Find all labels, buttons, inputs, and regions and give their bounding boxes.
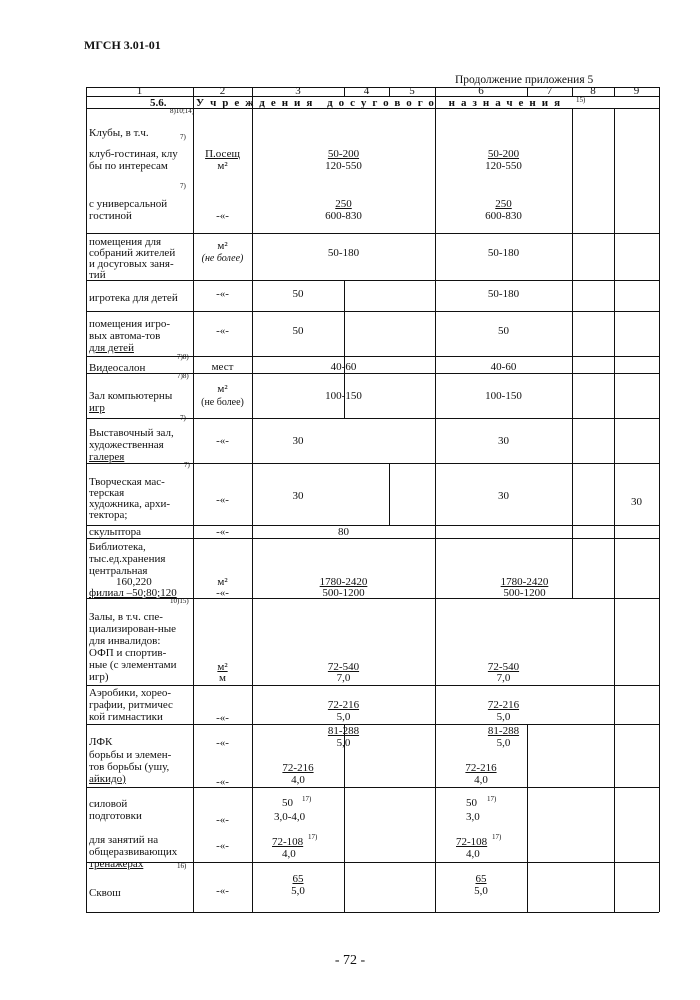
col-header-7: 7 — [546, 85, 553, 97]
slot-unit: -«- — [216, 325, 229, 337]
trainers-col6-2: 4,0 — [466, 848, 480, 860]
club-hall-name-1: клуб-гостиная, клу — [89, 148, 178, 160]
library-name-2: тыс.ед.хранения — [89, 553, 166, 565]
lfk-col3-1: 81-288 — [327, 725, 360, 737]
col-header-3: 3 — [295, 85, 301, 97]
game-room-col6: 50-180 — [487, 288, 520, 300]
aerobics-col3-2: 5,0 — [336, 711, 351, 723]
club-hall-name-2: бы по интересам — [89, 160, 168, 172]
page-number: - 72 - — [334, 953, 366, 968]
workshop-name-3: художника, архи- — [89, 498, 171, 510]
game-room-unit: -«- — [216, 288, 229, 300]
library-central-col6: 1780-2420 — [500, 576, 549, 588]
trainers-col3-note: 17) — [308, 833, 318, 841]
squash-name: Сквош — [89, 887, 121, 899]
col-header-6: 6 — [478, 85, 484, 97]
exhibition-col3: 30 — [292, 435, 304, 447]
col-header-4: 4 — [363, 85, 370, 97]
computer-unit-2: (не более) — [201, 397, 244, 408]
exhibition-name-1: Выставочный зал, — [89, 427, 174, 439]
col-header-2: 2 — [219, 85, 226, 97]
col-header-8: 8 — [590, 85, 596, 97]
computer-unit-1: м² — [217, 383, 228, 395]
halls-col6-2: 7,0 — [496, 672, 511, 684]
power-col3-2: 3,0-4,0 — [274, 811, 306, 823]
lfk-col6-1: 81-288 — [487, 725, 520, 737]
exhibition-name-3: галерея — [89, 451, 125, 463]
computer-col3: 100-150 — [325, 390, 362, 402]
aerobics-col6-2: 5,0 — [496, 711, 511, 723]
lfk-col3-2: 5,0 — [336, 737, 351, 749]
aerobics-name-1: Аэробики, хорео- — [89, 687, 172, 699]
col-header-1: 1 — [136, 85, 143, 97]
section-title-note: 15) — [576, 96, 586, 104]
slot-col6: 50 — [498, 325, 509, 337]
slot-name-2: вых автома-тов — [89, 330, 161, 342]
power-col3-note: 17) — [302, 795, 312, 803]
workshop-name-2: терская — [89, 487, 125, 499]
computer-col6: 100-150 — [485, 390, 522, 402]
universal-name-2: гостиной — [89, 210, 132, 222]
sculptor-unit: -«- — [216, 526, 229, 538]
wrestling-name-3: айкидо) — [89, 773, 126, 785]
halls-name-4: ОФП и спортив- — [89, 647, 167, 659]
section-note: 8)10;14) — [170, 107, 195, 115]
lfk-name: ЛФК — [89, 736, 113, 748]
library-branch-col3: 500-1200 — [322, 587, 365, 599]
norms-table — [86, 87, 659, 912]
trainers-name-1: для занятий на — [89, 834, 159, 846]
workshop-name-1: Творческая мас- — [89, 476, 165, 488]
meeting-unit-2: (не более) — [201, 253, 244, 264]
computer-note-top: 7)8) — [177, 372, 189, 380]
universal-col3-2: 600-830 — [325, 210, 362, 222]
universal-col6-2: 600-830 — [485, 210, 522, 222]
video-unit: мест — [211, 361, 234, 373]
trainers-col6-note: 17) — [492, 833, 502, 841]
squash-col3-1: 65 — [292, 873, 304, 885]
video-name: Видеосалон — [89, 362, 146, 374]
wrestling-name-1: борьбы и элемен- — [89, 749, 172, 761]
squash-col6-1: 65 — [475, 873, 487, 885]
exhibition-note: 7) — [184, 461, 190, 469]
club-hall-unit-2: м² — [217, 160, 228, 172]
meeting-col6: 50-180 — [487, 247, 520, 259]
halls-unit-2: м — [219, 672, 226, 684]
section-title: Учреждения досугового назначения — [196, 97, 567, 109]
document-code: МГСН 3.01-01 — [84, 38, 161, 52]
video-note: 7)8) — [177, 353, 189, 361]
universal-col3-1: 250 — [335, 198, 352, 210]
workshop-col9: 30 — [631, 496, 642, 508]
halls-name-2: циализирован-ные — [89, 623, 177, 635]
sculptor-name: скульптора — [89, 526, 142, 538]
video-col6: 40-60 — [490, 361, 517, 373]
club-hall-note: 7) — [180, 182, 186, 190]
meeting-name-2: собраний жителей — [89, 247, 176, 259]
power-name-1: силовой — [89, 798, 128, 810]
universal-unit: -«- — [216, 210, 229, 222]
trainers-col6-1: 72-108 — [456, 836, 488, 848]
trainers-col3-2: 4,0 — [282, 848, 296, 860]
col-header-9: 9 — [633, 85, 640, 97]
library-note: 10)15) — [170, 597, 189, 605]
continuation-label: Продолжение приложения 5 — [455, 74, 594, 86]
power-unit: -«- — [216, 814, 229, 826]
wrestling-col6-1: 72-216 — [465, 762, 497, 774]
power-col3-1: 50 — [282, 797, 293, 809]
halls-col6-1: 72-540 — [487, 661, 520, 673]
clubs-name: Клубы, в т.ч. — [89, 127, 149, 139]
trainers-col3-1: 72-108 — [272, 836, 304, 848]
club-hall-col6-2: 120-550 — [485, 160, 522, 172]
lfk-unit: -«- — [216, 737, 229, 749]
squash-col6-2: 5,0 — [474, 885, 488, 897]
library-name-4: 160,220 — [116, 576, 152, 588]
aerobics-name-2: графии, ритмичес — [89, 699, 173, 711]
exhibition-col6: 30 — [498, 435, 509, 447]
exhibition-name-2: художественная — [89, 439, 164, 451]
squash-note: 16) — [177, 862, 187, 870]
wrestling-col6-2: 4,0 — [474, 774, 488, 786]
power-col6-2: 3,0 — [466, 811, 480, 823]
workshop-col6: 30 — [498, 490, 509, 502]
halls-name-3: для инвалидов: — [89, 635, 161, 647]
computer-name-1: Зал компьютерны — [89, 390, 173, 402]
meeting-name-4: тий — [89, 269, 106, 281]
power-col6-1: 50 — [466, 797, 477, 809]
aerobics-name-3: кой гимнастики — [89, 711, 163, 723]
library-unit-branch: -«- — [216, 587, 229, 599]
wrestling-unit: -«- — [216, 776, 229, 788]
club-hall-col3-1: 50-200 — [327, 148, 360, 160]
universal-name-1: с универсальной — [89, 198, 168, 210]
halls-name-1: Залы, в т.ч. спе- — [89, 611, 163, 623]
wrestling-name-2: тов борьбы (ушу, — [89, 761, 170, 773]
col-header-5: 5 — [409, 85, 415, 97]
clubs-note: 7) — [180, 133, 186, 141]
club-hall-col3-2: 120-550 — [325, 160, 362, 172]
sculptor-col3: 80 — [338, 526, 349, 538]
meeting-name-3: и досуговых заня- — [89, 258, 174, 270]
workshop-col3: 30 — [292, 490, 304, 502]
trainers-name-2: общеразвивающих — [89, 846, 178, 858]
trainers-unit: -«- — [216, 840, 229, 852]
workshop-unit: -«- — [216, 494, 229, 506]
aerobics-col6-1: 72-216 — [487, 699, 520, 711]
squash-unit: -«- — [216, 885, 229, 897]
library-central-col3: 1780-2420 — [319, 576, 368, 588]
game-room-col3: 50 — [292, 288, 304, 300]
library-branch-col6: 500-1200 — [503, 587, 546, 599]
squash-col3-2: 5,0 — [291, 885, 305, 897]
aerobics-col3-1: 72-216 — [327, 699, 360, 711]
exhibition-unit: -«- — [216, 435, 229, 447]
club-hall-unit-1: П.осещ — [205, 148, 240, 160]
halls-name-6: игр) — [89, 671, 109, 683]
wrestling-col3-1: 72-216 — [282, 762, 314, 774]
lfk-col6-2: 5,0 — [496, 737, 511, 749]
game-room-name: игротека для детей — [89, 292, 178, 304]
meeting-name-1: помещения для — [89, 236, 162, 248]
aerobics-unit: -«- — [216, 712, 229, 724]
slot-name-1: помещения игро- — [89, 318, 171, 330]
meeting-col3: 50-180 — [327, 247, 360, 259]
section-number: 5.6. — [150, 97, 167, 109]
universal-col6-1: 250 — [495, 198, 512, 210]
video-col3: 40-60 — [330, 361, 357, 373]
slot-col3: 50 — [292, 325, 304, 337]
halls-col3-2: 7,0 — [336, 672, 351, 684]
meeting-unit-1: м² — [217, 240, 228, 252]
computer-note: 7) — [180, 414, 186, 422]
slot-name-3: для детей — [89, 342, 134, 354]
library-name-3: центральная — [89, 565, 148, 577]
halls-col3-1: 72-540 — [327, 661, 360, 673]
library-name-5: филиал –50;80;120 — [89, 587, 177, 599]
trainers-name-3: тренажерах — [89, 858, 144, 870]
power-name-2: подготовки — [89, 810, 142, 822]
halls-name-5: ные (с элементами — [89, 659, 177, 671]
power-col6-note: 17) — [487, 795, 497, 803]
library-name-1: Библиотека, — [89, 541, 146, 553]
halls-unit-1: м² — [217, 661, 228, 673]
wrestling-col3-2: 4,0 — [291, 774, 305, 786]
library-unit-main: м² — [217, 576, 228, 588]
computer-name-2: игр — [89, 402, 105, 414]
club-hall-col6-1: 50-200 — [487, 148, 520, 160]
workshop-name-4: тектора; — [89, 509, 128, 521]
